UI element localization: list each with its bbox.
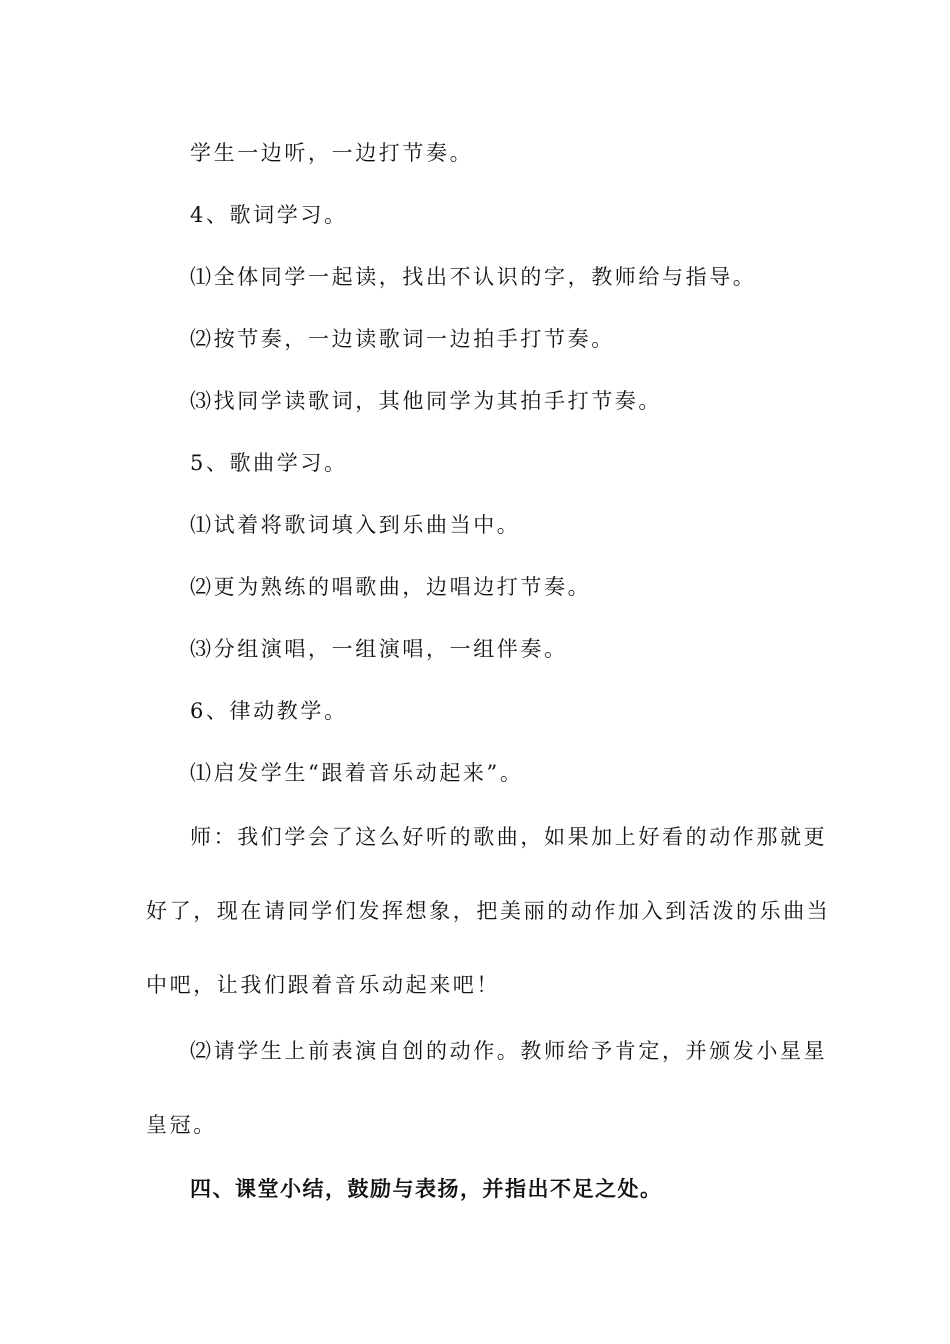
list-item: ⑶找同学读歌词，其他同学为其拍手打节奏。 bbox=[190, 389, 662, 413]
section-heading-lyrics: 4、歌词学习。 bbox=[190, 203, 348, 227]
list-item: ⑵按节奏，一边读歌词一边拍手打节奏。 bbox=[190, 327, 615, 351]
list-item: ⑴试着将歌词填入到乐曲当中。 bbox=[190, 513, 521, 537]
section-heading-rhythm: 6、律动教学。 bbox=[190, 699, 348, 723]
paragraph-line: 师：我们学会了这么好听的歌曲，如果加上好看的动作那就更 bbox=[190, 825, 828, 849]
list-item: ⑶分组演唱，一组演唱，一组伴奏。 bbox=[190, 637, 568, 661]
section-heading-song: 5、歌曲学习。 bbox=[190, 451, 348, 475]
list-item: ⑵更为熟练的唱歌曲，边唱边打节奏。 bbox=[190, 575, 592, 599]
section-heading-summary: 四、课堂小结，鼓励与表扬，并指出不足之处。 bbox=[190, 1177, 663, 1201]
list-item: ⑴启发学生“跟着音乐动起来”。 bbox=[190, 761, 524, 785]
list-item: ⑴全体同学一起读，找出不认识的字，教师给与指导。 bbox=[190, 265, 757, 289]
paragraph-line: 皇冠。 bbox=[146, 1113, 217, 1137]
paragraph-line: 学生一边听，一边打节奏。 bbox=[190, 141, 474, 165]
paragraph-line: 中吧，让我们跟着音乐动起来吧！ bbox=[146, 973, 500, 997]
list-item: ⑵请学生上前表演自创的动作。教师给予肯定，并颁发小星星 bbox=[190, 1039, 828, 1063]
paragraph-line: 好了，现在请同学们发挥想象，把美丽的动作加入到活泼的乐曲当 bbox=[146, 899, 831, 923]
